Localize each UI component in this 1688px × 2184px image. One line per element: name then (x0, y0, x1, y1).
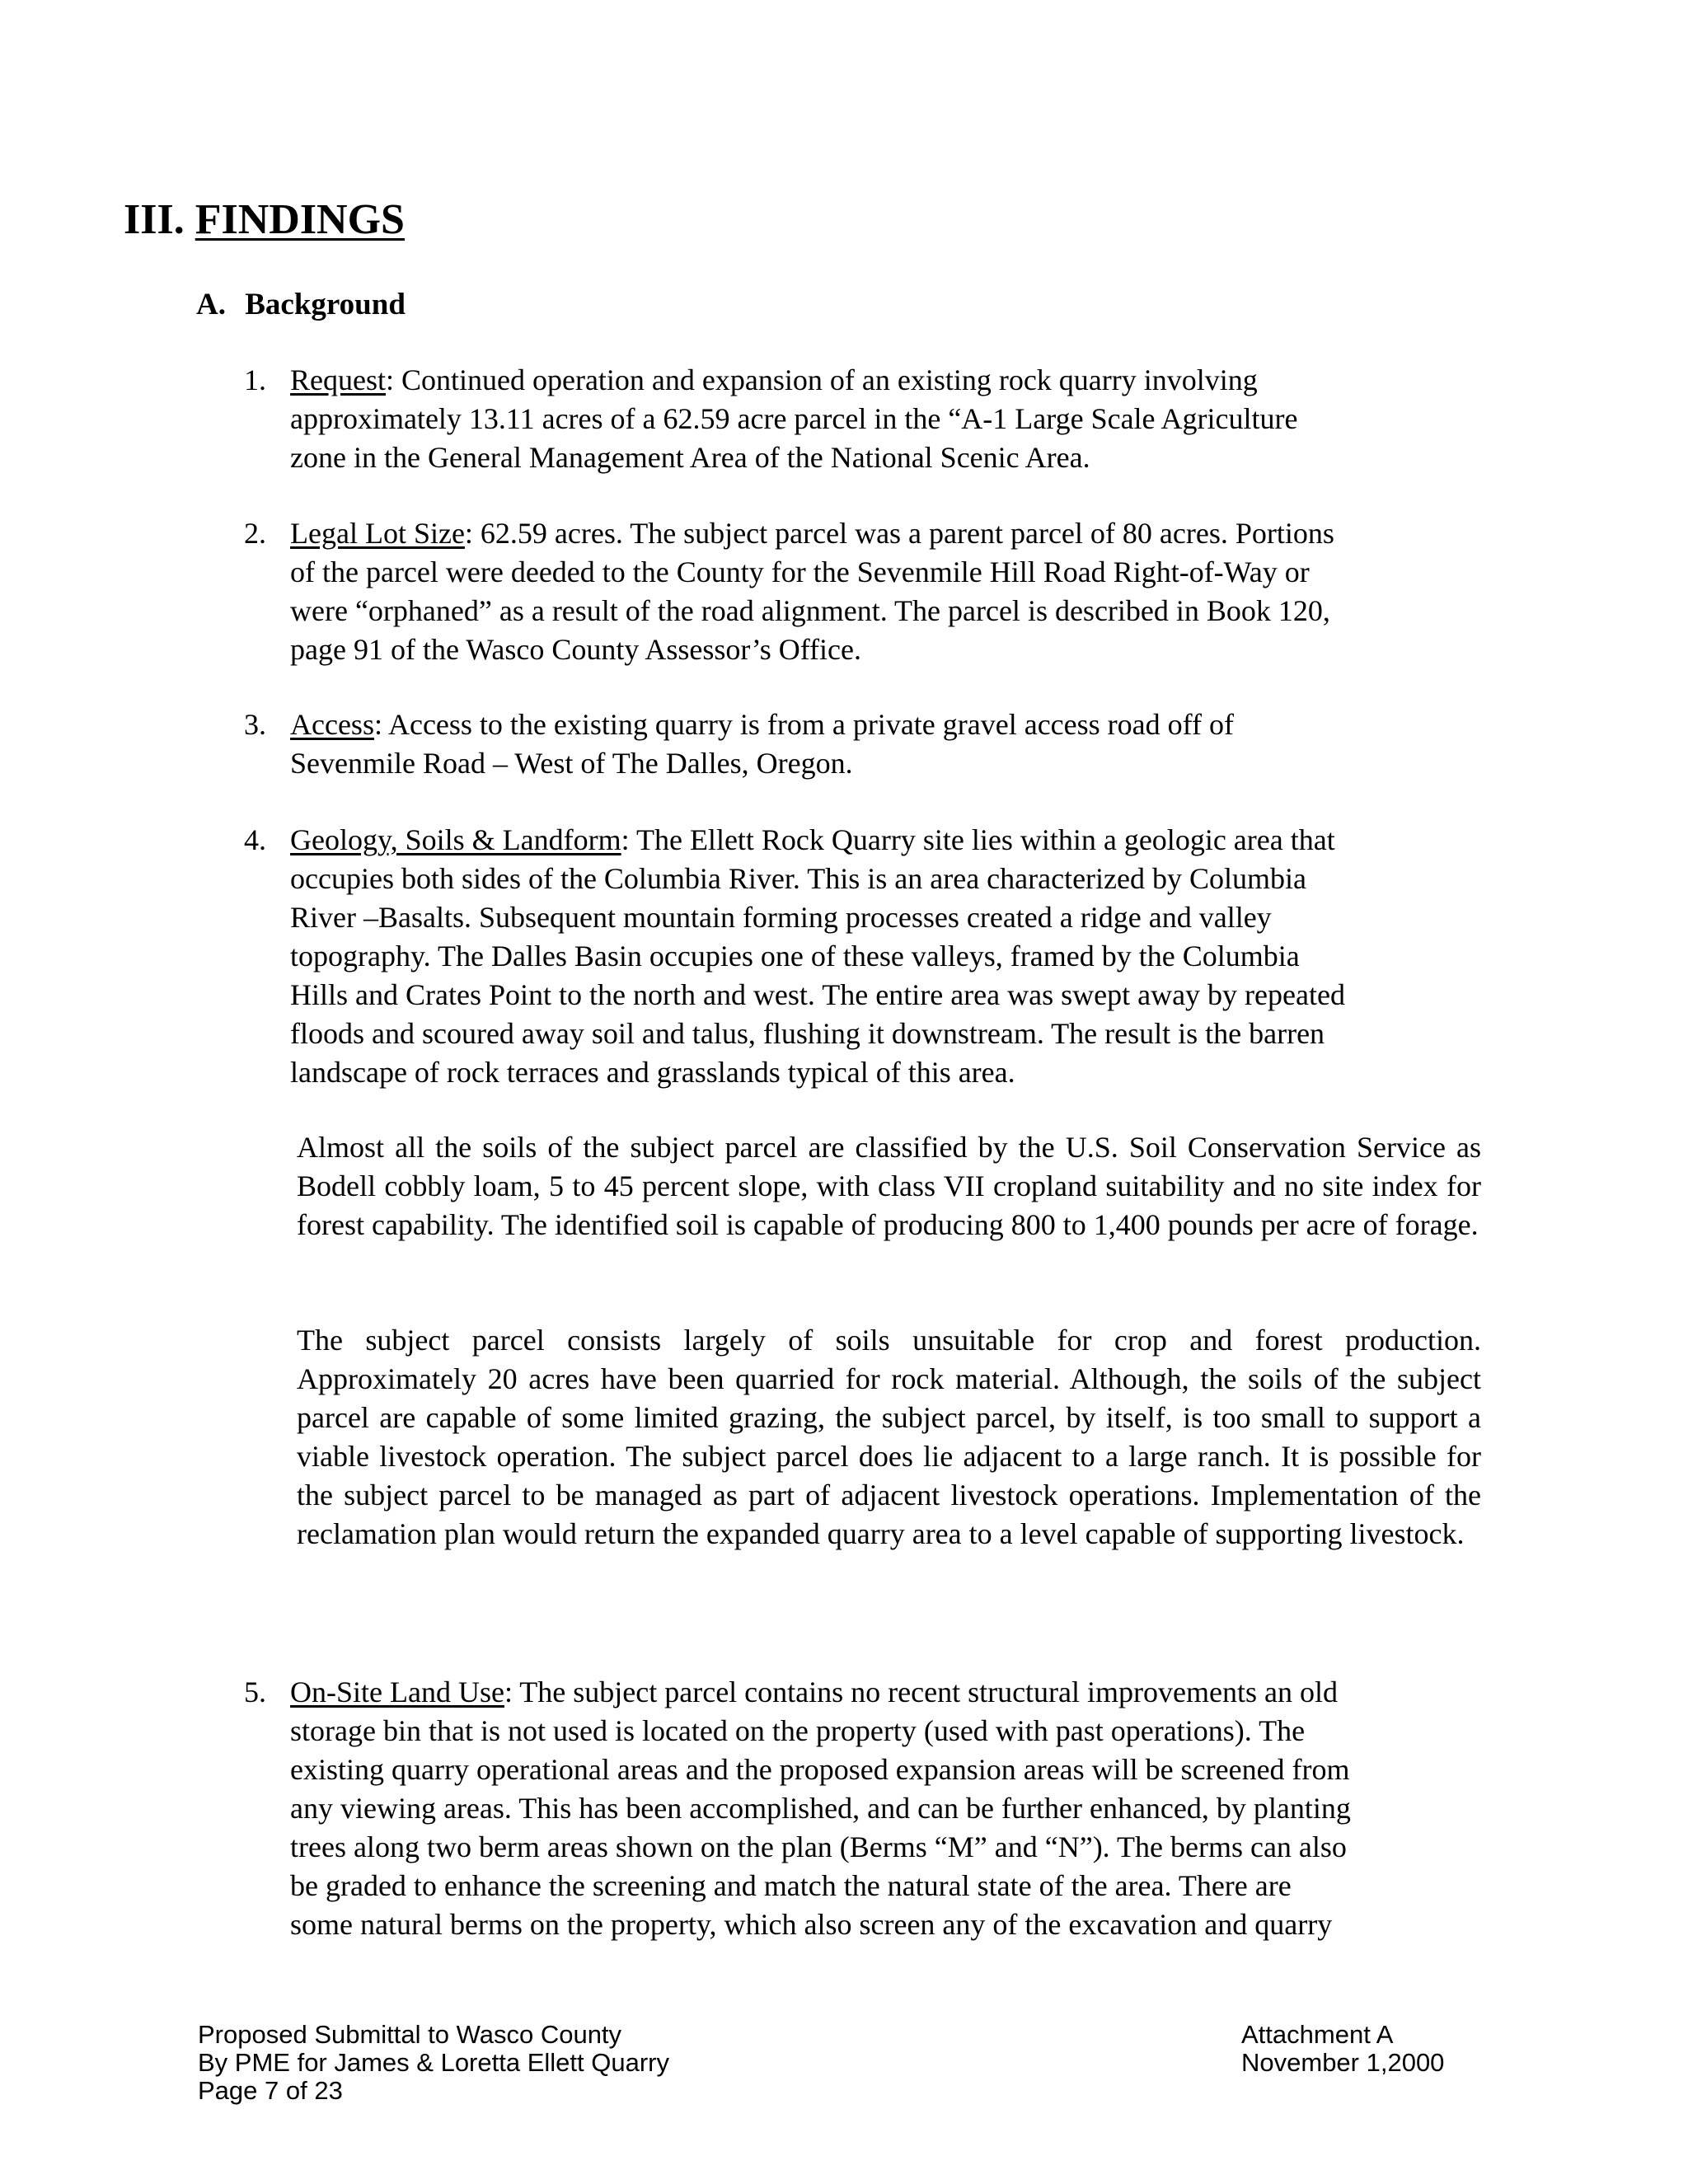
item-text: : Continued operation and expansion of an existing rock quarry involving approximately 13.11 acres of a 62.59 acre parcel in the “A-1 Large Scale Agriculture zone in the General Management Area of the National Scenic Area. (290, 363, 1298, 474)
item-label: Request (290, 363, 386, 396)
item-text: : 62.59 acres. The subject parcel was a parent parcel of 80 acres. Portions of the parcel were deeded to the County for the Sevenmile Hill Road Right-of-Way or were “orphaned” as a result of the road alignment. The parcel is described in Book 120, page 91 of the Wasco County Assessor’s Office. (290, 517, 1334, 666)
item-text: : The subject parcel contains no recent structural improvements an old storage bin that is not used is located on the property (used with past operations). The existing quarry operational areas and the proposed expansion areas will be screened from any viewing areas. This has been accomplished, and can be further enhanced, by planting trees along two berm areas shown on the plan (Berms “M” and “N”). The berms can also be graded to enhance the screening and match the natural state of the area. There are some natural berms on the property, which also screen any of the excavation and quarry (290, 1675, 1351, 1941)
page-heading (124, 194, 405, 246)
section-title: Background (245, 288, 406, 321)
item-label: Geology, Soils & Landform (290, 823, 621, 856)
item-label: Legal Lot Size (290, 517, 465, 550)
item-body (290, 361, 1497, 477)
footer-page-number: Page 7 of 23 (198, 2076, 343, 2105)
footer-attachment: Attachment A (1241, 2020, 1394, 2049)
findings-item-on-site-land-use (244, 1673, 1497, 1944)
section-label: A. (196, 288, 226, 321)
heading-number: III. (124, 196, 185, 243)
footer-right (1241, 2021, 1444, 2077)
heading-title: FINDINGS (195, 196, 405, 243)
item-number: 5. (244, 1675, 266, 1708)
item-label: Access (290, 708, 374, 741)
item-number: 4. (244, 823, 266, 856)
item-number: 3. (244, 708, 266, 741)
item-body (290, 514, 1497, 669)
item-text: : Access to the existing quarry is from a private gravel access road off of Sevenmile Road – West of The Dalles, Oregon. (290, 708, 1234, 780)
section-heading (196, 287, 406, 322)
footer-author: By PME for James & Loretta Ellett Quarry (198, 2048, 669, 2077)
item-number: 1. (244, 363, 266, 396)
findings-item-geology (244, 821, 1497, 1092)
findings-item-access (244, 705, 1497, 783)
item-text: : The Ellett Rock Quarry site lies within a geologic area that occupies both sides of the Columbia River. This is an area characterized by Columbia River –Basalts. Subsequent mountain forming processes created a ridge and valley topography. The Dalles Basin occupies one of these valleys, framed by the Columbia Hills and Crates Point to the north and west. The entire area was swept away by repeated floods and scoured away soil and talus, flushing it downstream. The result is the barren landscape of rock terraces and grasslands typical of this area. (290, 823, 1345, 1089)
footer-left (198, 2021, 669, 2105)
footer-date: November 1,2000 (1241, 2048, 1445, 2077)
item-label: On-Site Land Use (290, 1675, 504, 1708)
item-body (290, 705, 1497, 783)
soils-paragraph: Almost all the soils of the subject parcel are classified by the U.S. Soil Conservation Service as Bodell cobbly loam, 5 to 45 percent slope, with class VII cropland suitability and no site index for forest capability. The identified soil is capable of producing 800 to 1,400 pounds per acre of forage. (297, 1131, 1481, 1241)
parcel-paragraph: The subject parcel consists largely of soils unsuitable for crop and forest production. Approximately 20 acres have been quarried for rock material. Although, the soils of the subject parcel are capable of some limited grazing, the subject parcel, by itself, is too small to support a viable livestock operation. The subject parcel does lie adjacent to a large ranch. It is possible for the subject parcel to be managed as part of adjacent livestock operations. Implementation of the reclamation plan would return the expanded quarry area to a level capable of supporting livestock. (297, 1324, 1481, 1550)
findings-item-legal-lot-size (244, 514, 1497, 669)
item-body (290, 821, 1497, 1092)
findings-item-request (244, 361, 1497, 477)
item-body (290, 1673, 1497, 1944)
item-number: 2. (244, 517, 266, 550)
footer-submittal: Proposed Submittal to Wasco County (198, 2020, 622, 2049)
